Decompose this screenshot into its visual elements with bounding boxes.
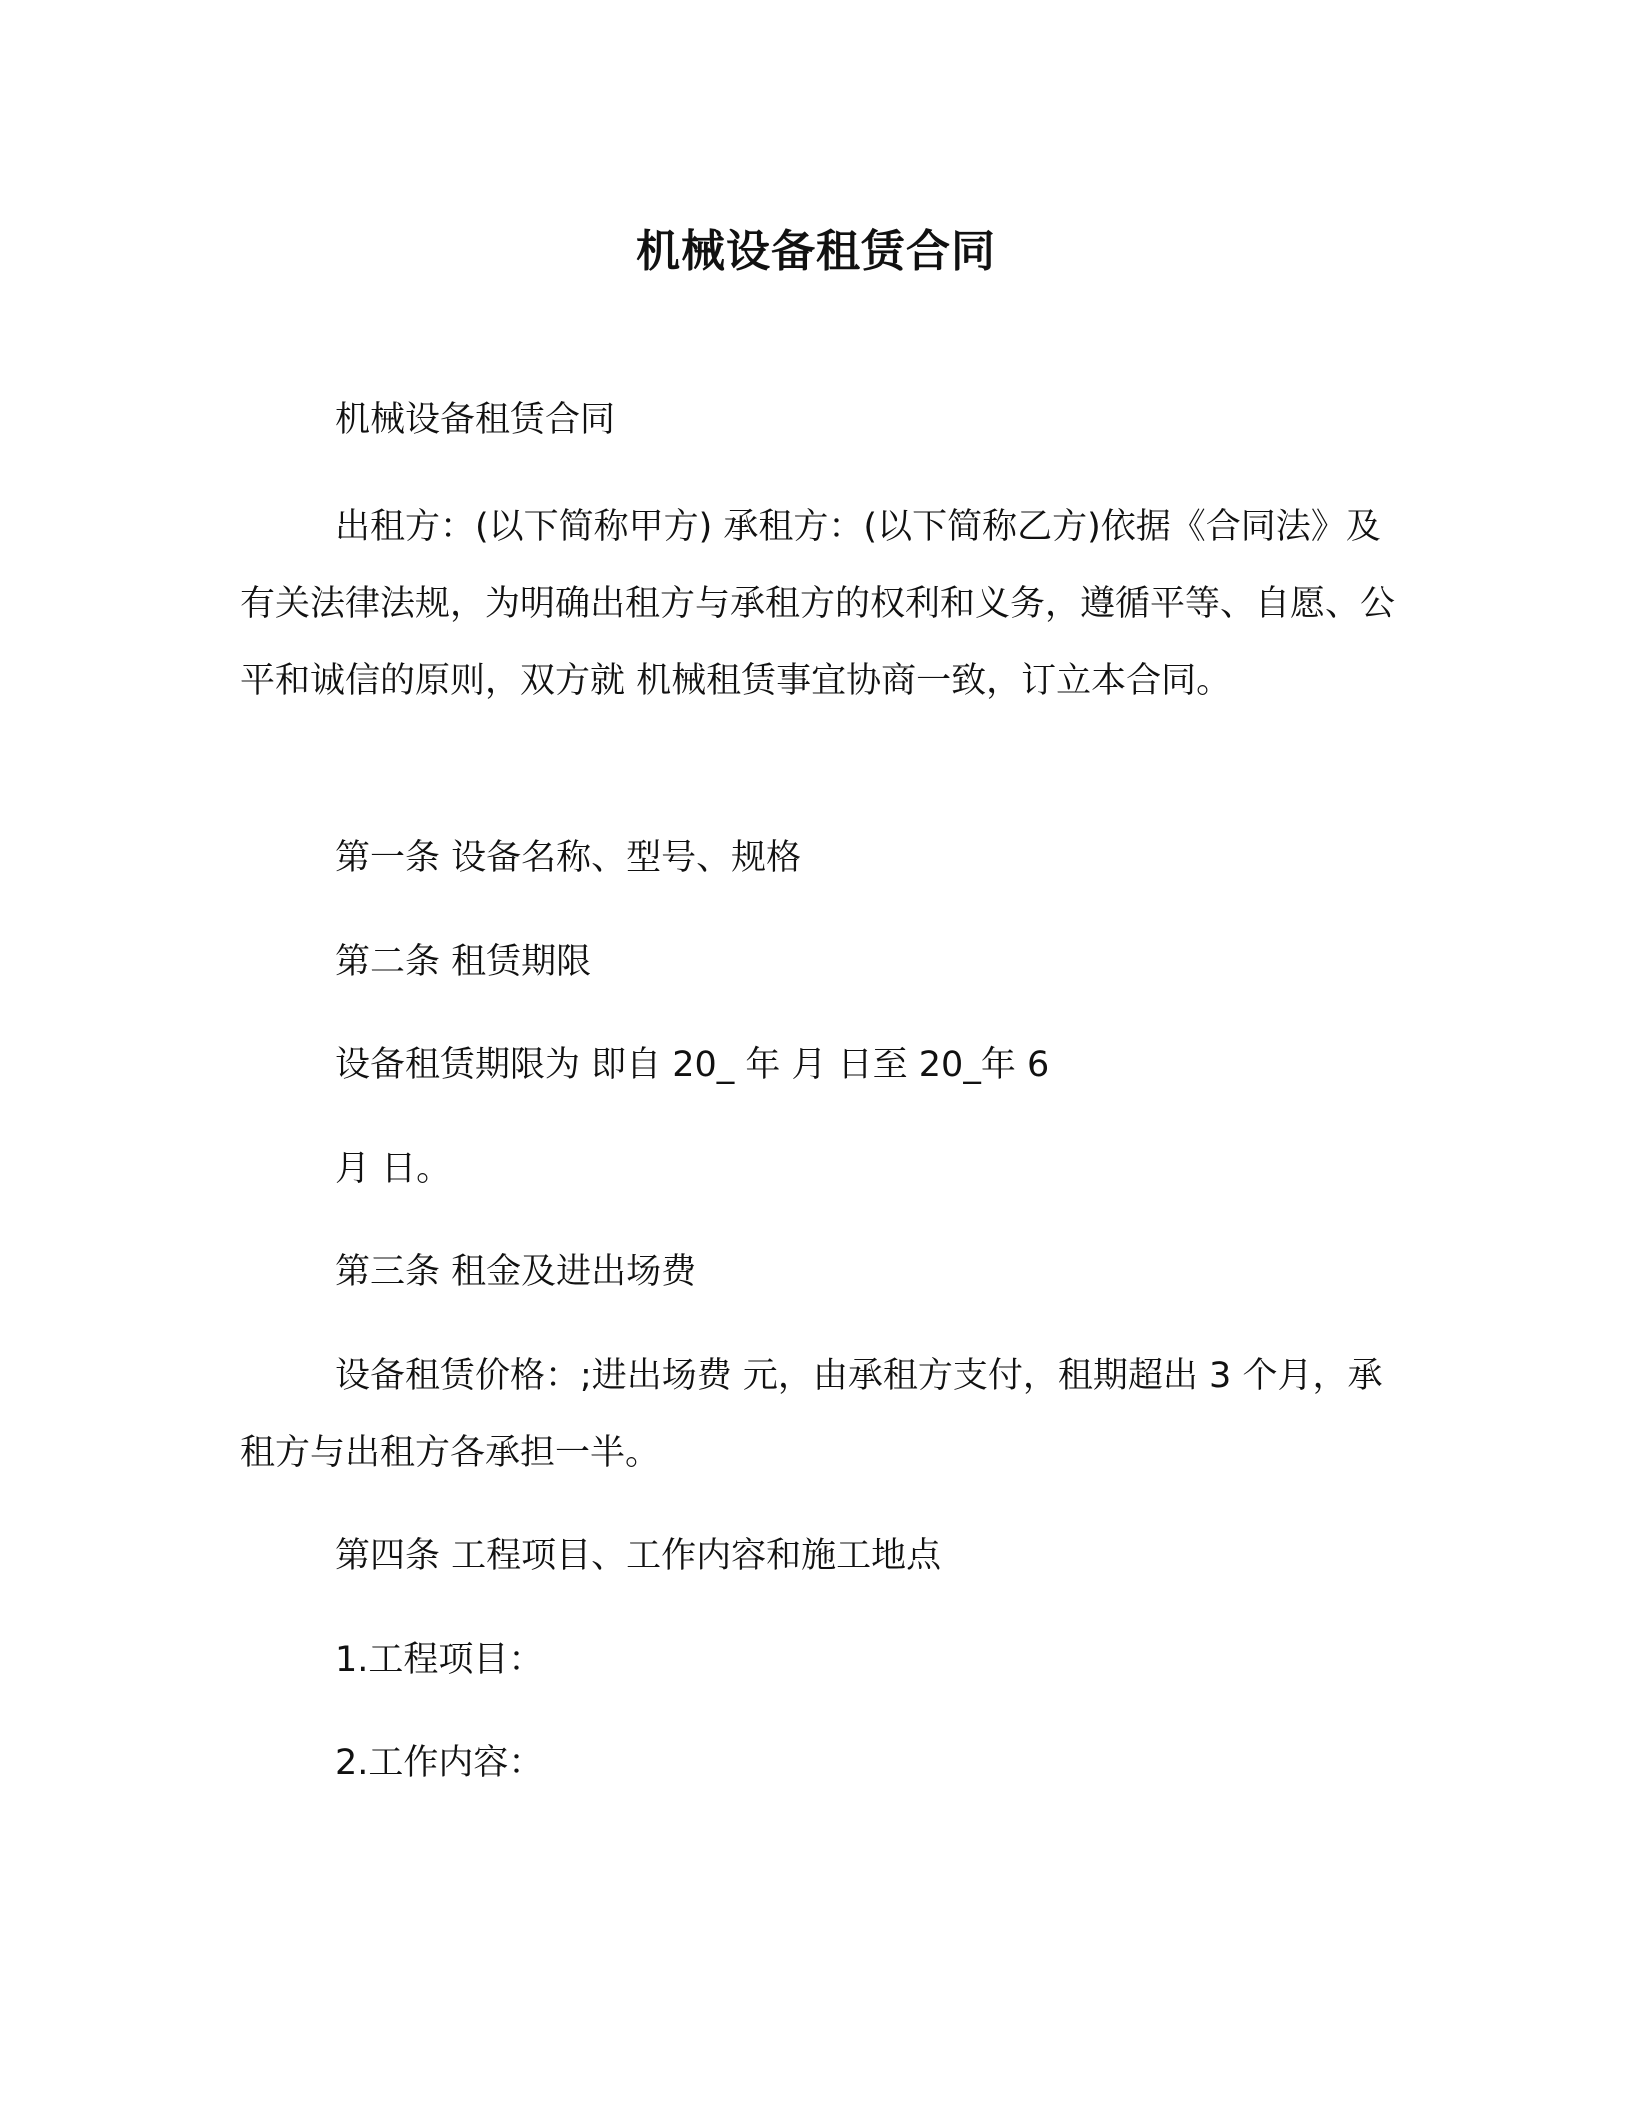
intro-paragraph: 出租方：(以下简称甲方) 承租方：(以下简称乙方)依据《合同法》及有关法律法规，为明确出租方与承租方的权利和义务，遵循平等、自愿、公平和诚信的原则，双方就 机械租赁事宜协商一致，订立本合同。 (240, 507, 1396, 701)
contract-subtitle: 机械设备租赁合同 (335, 400, 616, 440)
article-2-heading: 第二条 租赁期限 (335, 942, 592, 982)
price-paragraph: 设备租赁价格：;进出场费 元，由承租方支付，租期超出 3 个月，承租方与出租方各承担一半。 (240, 1356, 1383, 1473)
article-3-heading: 第三条 租金及进出场费 (335, 1252, 697, 1292)
article-4-heading: 第四条 工程项目、工作内容和施工地点 (335, 1536, 942, 1576)
article-1-heading: 第一条 设备名称、型号、规格 (335, 838, 802, 878)
item-project: 1.工程项目： (335, 1640, 544, 1680)
item-work-content: 2.工作内容： (335, 1743, 544, 1783)
document-title: 机械设备租赁合同 (636, 226, 996, 277)
lease-term-line-1: 设备租赁期限为 即自 20_ 年 月 日至 20_年 6 (335, 1045, 1050, 1085)
lease-term-line-2: 月 日。 (335, 1149, 452, 1189)
